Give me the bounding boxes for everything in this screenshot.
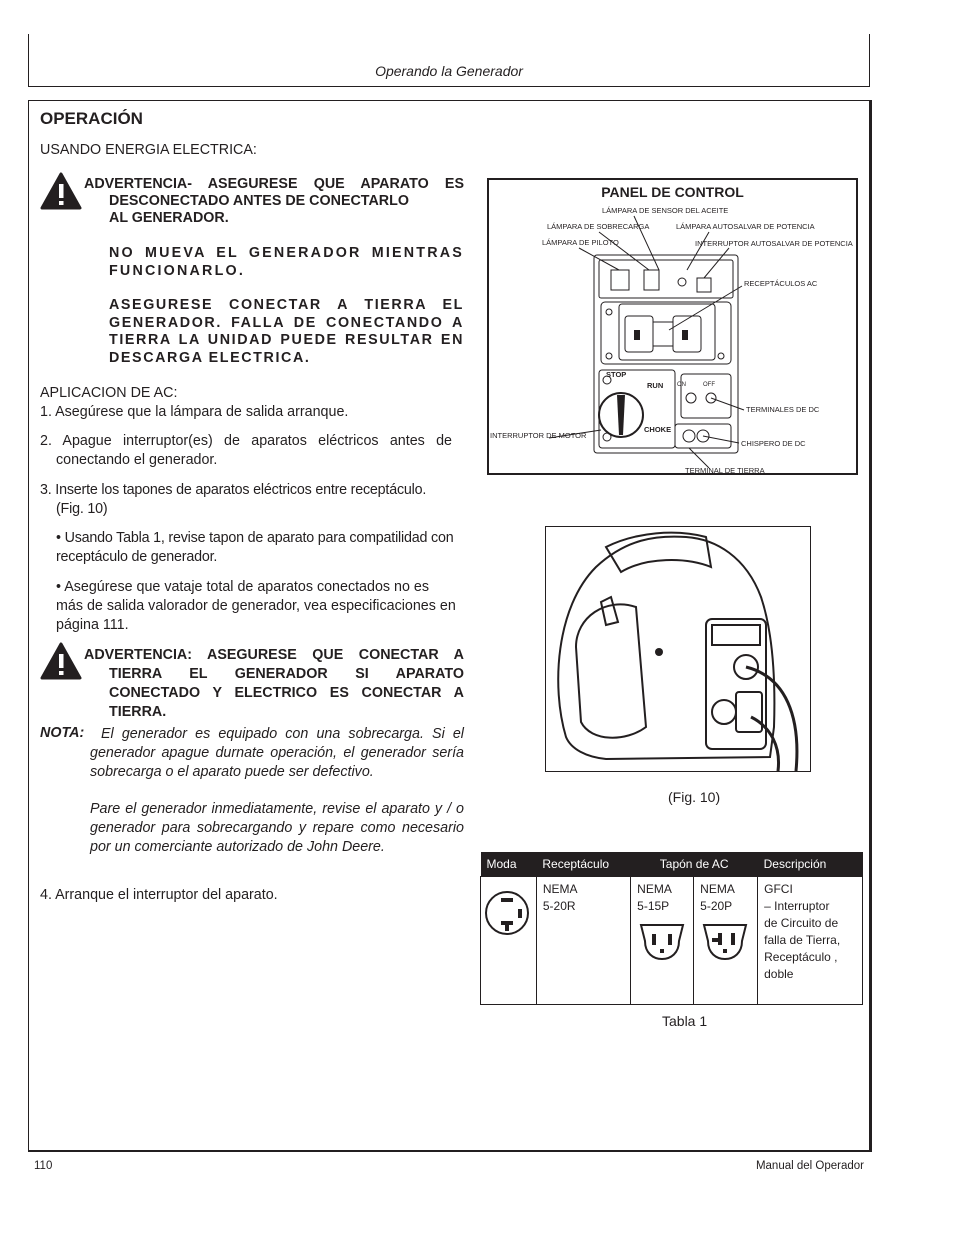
bullet-1: • Usando Tabla 1, revise tapon de aparato para compatilidad con receptáculo de generador. (56, 530, 454, 565)
label-oil-lamp: LÁMPARA DE SENSOR DEL ACEITE (602, 206, 729, 215)
intro-text: USANDO ENERGIA ELECTRICA: (40, 142, 257, 158)
warning1-ground: ASEGURESE CONECTAR A TIERRA EL GENERADOR. FALLA DE CONECTANDO A TIERRA LA UNIDAD PUEDE RESULTAR EN DESCARGA ELECTRICA. (109, 297, 464, 366)
warning-icon (40, 172, 82, 210)
nota-label: NOTA: (40, 725, 85, 741)
knob-choke-label: CHOKE (644, 425, 672, 434)
description-line: – Interruptor (764, 899, 830, 913)
step-2: 2. Apague interruptor(es) de aparatos eléctricos antes de conectando el generador. (40, 433, 452, 468)
warning1-no-move: NO MUEVA EL GENERADOR MIENTRAS FUNCIONARLO. (109, 245, 464, 279)
dc-off-label: OFF (703, 382, 715, 388)
plug2-cell (694, 877, 758, 1005)
warning1-line2: DESCONECTADO ANTES DE CONECTARLO (109, 193, 409, 209)
mode-cell (481, 877, 537, 1005)
knob-run-label: RUN (647, 381, 664, 390)
label-ground-terminal: TERMINAL DE TIERRA (685, 466, 765, 475)
manual-name: Manual del Operador (755, 1160, 864, 1172)
control-panel-title: PANEL DE CONTROL (601, 184, 744, 200)
receptacle-model: 5-20R (542, 899, 576, 913)
header-description: Descripción (758, 852, 863, 877)
description-line: Receptáculo , (764, 950, 838, 964)
table-row (481, 877, 863, 1005)
description-line: falla de Tierra, (764, 933, 841, 947)
warning1-line1: ADVERTENCIA- ASEGURESE QUE APARATO ES (84, 176, 464, 192)
description-line: doble (764, 967, 794, 981)
receptacle-nema: NEMA (542, 882, 578, 896)
dc-on-label: ON (677, 382, 686, 388)
step-3: 3. Inserte los tapones de aparatos eléctricos entre receptáculo. (Fig. 10) (40, 482, 427, 517)
figure-10-caption: (Fig. 10) (668, 789, 721, 805)
description-line: de Circuito de (764, 916, 839, 930)
section-title: OPERACIÓN (40, 109, 143, 128)
label-pilot-lamp: LÁMPARA DE PILOTO (542, 238, 619, 247)
step-1: 1. Asegúrese que la lámpara de salida arranque. (40, 404, 349, 420)
generator-illustration (546, 527, 810, 771)
header-title: Operando la Generador (375, 63, 523, 79)
control-panel-figure (487, 178, 858, 475)
header-mode: Moda (481, 852, 537, 877)
plug1-model: 5-15P (637, 899, 670, 913)
label-dc-breaker: CHISPERO DE DC (741, 439, 806, 448)
knob-stop-label: STOP (606, 370, 627, 379)
ac-title: APLICACION DE AC: (40, 385, 178, 401)
warning2-rest: TIERRA EL GENERADOR SI APARATO CONECTADO Y ELECTRICO ES CONECTAR A TIERRA. (109, 666, 464, 720)
label-power-saver-switch: INTERRUPTOR AUTOSALVAR DE POTENCIA (695, 239, 853, 248)
label-dc-terminals: TERMINALES DE DC (746, 405, 820, 414)
compatibility-table (480, 852, 863, 1005)
plug1-nema: NEMA (637, 882, 672, 896)
plug-5-15p-icon (637, 919, 687, 963)
warning-icon (40, 642, 82, 680)
label-engine-switch: INTERRUPTOR DE MOTOR (490, 431, 587, 440)
plug1-cell (631, 877, 694, 1005)
receptacle-5-20r-icon (483, 883, 531, 943)
label-overload-lamp: LÁMPARA DE SOBRECARGA (547, 222, 650, 231)
control-panel-drawing (489, 180, 856, 473)
plug2-model: 5-20P (700, 899, 733, 913)
description-line: GFCI (764, 882, 793, 896)
header-frame (28, 34, 870, 87)
label-ac-receptacles: RECEPTÁCULOS AC (744, 279, 818, 288)
plug2-nema: NEMA (700, 882, 735, 896)
label-power-saver-lamp: LÁMPARA AUTOSALVAR DE POTENCIA (676, 222, 815, 231)
header-receptacle: Receptáculo (536, 852, 630, 877)
warning2-line1: ADVERTENCIA: ASEGURESE QUE CONECTAR A (84, 647, 464, 663)
figure-10-frame (545, 526, 811, 772)
table-header-row (481, 852, 863, 877)
page-number: 110 (34, 1160, 53, 1172)
warning1-line3: AL GENERADOR. (109, 210, 229, 226)
header-plug: Tapón de AC (631, 852, 758, 877)
plug-5-20p-icon (700, 919, 750, 963)
description-cell (758, 877, 863, 1005)
nota-text-1: El generador es equipado con una sobrecarga. Si el generador apague durnate operación, el generador sería sobrecarga o el aparato puede ser defectivo. (90, 726, 464, 780)
bullet-2: • Asegúrese que vataje total de aparatos conectados no es más de salida valorador de generador, vea especificaciones en página 111. (56, 579, 456, 633)
step-4: 4. Arranque el interruptor del aparato. (40, 887, 278, 903)
nota-text-2: Pare el generador inmediatamente, revise el aparato y / o generador para sobrecargando y repare como necesario por un comerciante autorizado de John Deere. (90, 801, 464, 855)
receptacle-cell (536, 877, 630, 1005)
table-caption: Tabla 1 (662, 1013, 708, 1029)
